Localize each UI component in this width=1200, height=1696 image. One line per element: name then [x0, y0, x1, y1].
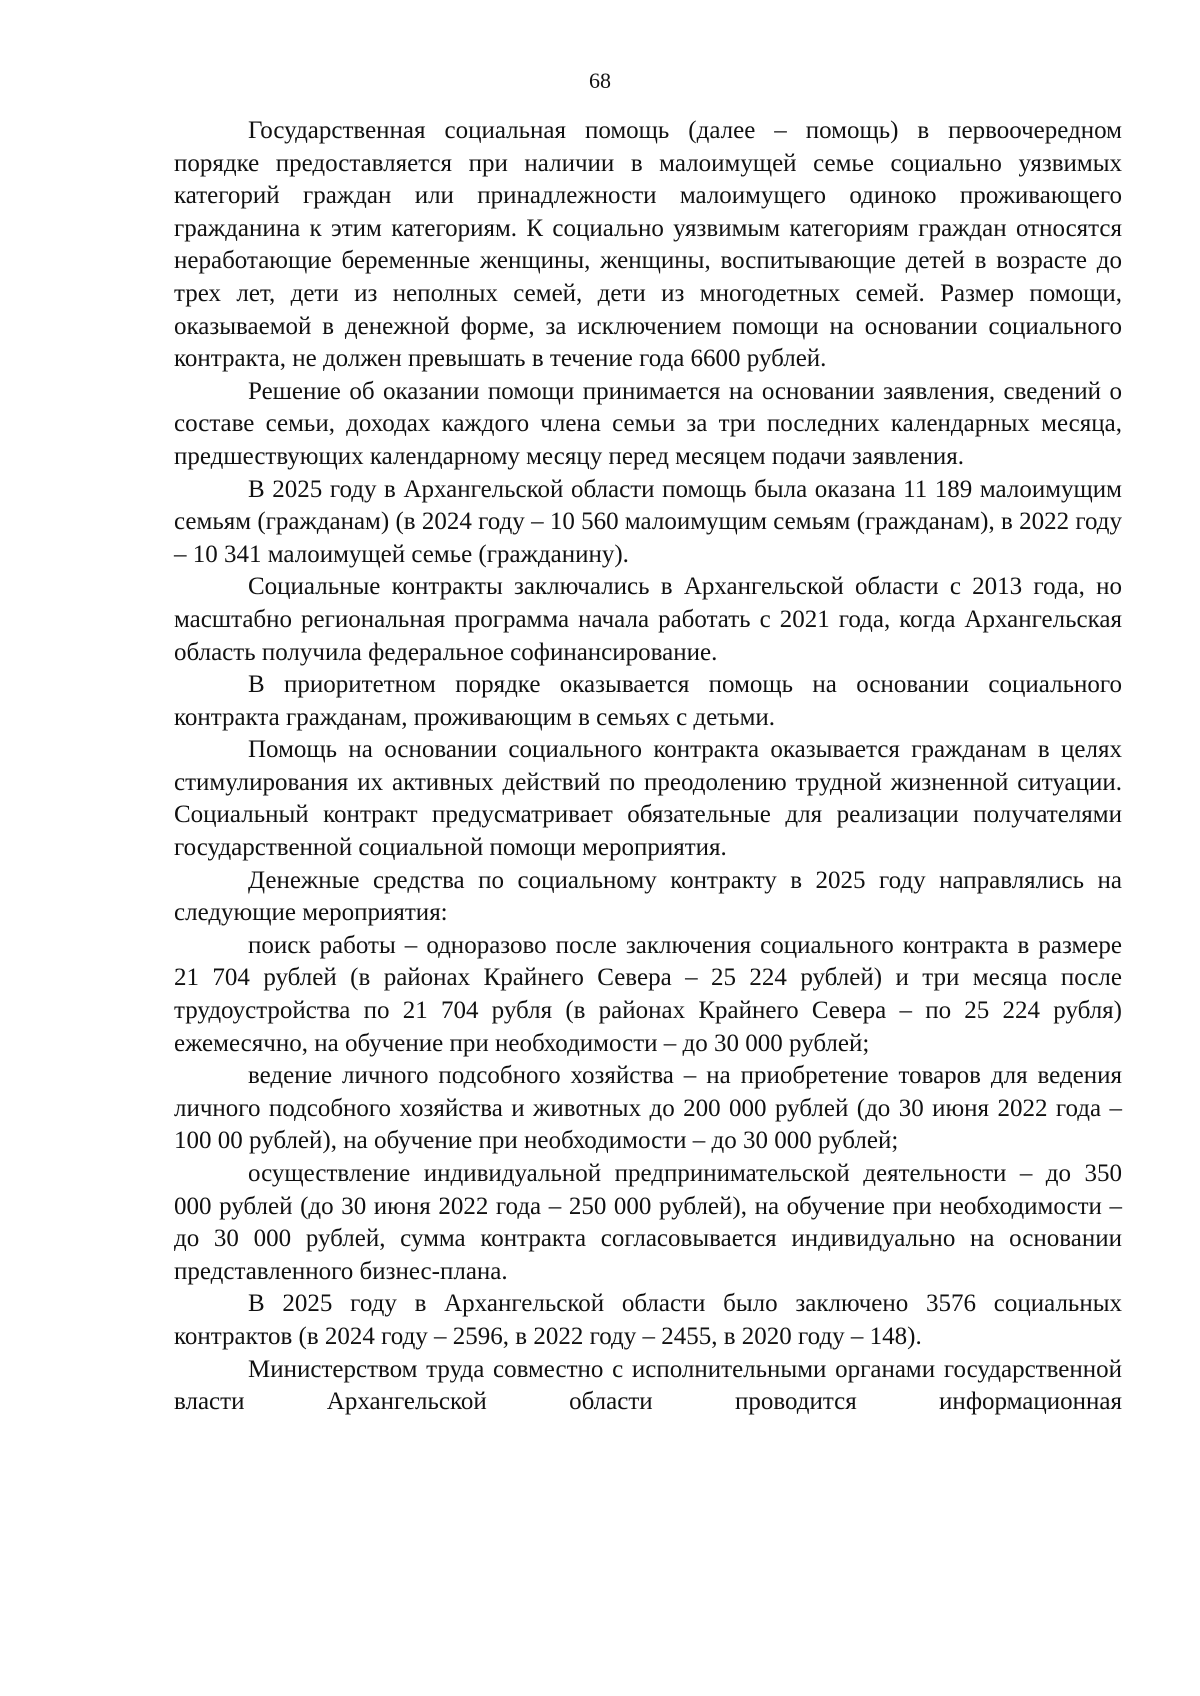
- document-body: [174, 115, 1122, 1419]
- paragraph-social-contract-purpose: Помощь на основании социального контракта оказывается гражданам в целях стимулирования их активных действий по преодолению трудной жизненной ситуации. Социальный контракт предусматривает обязательные для реализации получателями государственной социальной помощи мероприятия.: [174, 736, 1122, 862]
- list-item-entrepreneurship: осуществление индивидуальной предпринимательской деятельности – до 350 000 рублей (до 30 июня 2022 года – 250 000 рублей), на обучение при необходимости – до 30 000 рублей, сумма контракта согласовывается индивидуально на основании представленного бизнес-плана.: [174, 1160, 1122, 1285]
- paragraph-state-social-assistance: Государственная социальная помощь (далее – помощь) в первоочередном порядке предоставляется при наличии в малоимущей семье социально уязвимых категорий граждан или принадлежности малоимущего одиноко проживающего гражданина к этим категориям. К социально уязвимым категориям граждан относятся неработающие беременные женщины, женщины, воспитывающие детей в возрасте до трех лет, дети из неполных семей, дети из многодетных семей. Размер помощи, оказываемой в денежной форме, за исключением помощи на основании социального контракта, не должен превышать в течение года 6600 рублей.: [174, 117, 1122, 373]
- paragraph-social-contracts-history: Социальные контракты заключались в Архангельской области с 2013 года, но масштабно региональная программа начала работать с 2021 года, когда Архангельская область получила федеральное софинансирование.: [174, 573, 1122, 666]
- paragraph-contracts-count: В 2025 году в Архангельской области было заключено 3576 социальных контрактов (в 2024 году – 2596, в 2022 году – 2455, в 2020 году – 148).: [174, 1290, 1122, 1350]
- paragraph-funds-directions: Денежные средства по социальному контракту в 2025 году направлялись на следующие мероприятия:: [174, 866, 1122, 927]
- list-item-household-farming: ведение личного подсобного хозяйства – на приобретение товаров для ведения личного подсобного хозяйства и животных до 200 000 рублей (до 30 июня 2022 года – 100 00 рублей), на обучение при необходимости – до 30 000 рублей;: [174, 1062, 1122, 1155]
- page-number: 68: [589, 68, 611, 93]
- paragraph-assistance-decision: Решение об оказании помощи принимается на основании заявления, сведений о составе семьи, доходах каждого члена семьи за три последних календарных месяца, предшествующих календарному месяцу перед месяцем подачи заявления.: [174, 377, 1122, 470]
- list-item-job-search: поиск работы – одноразово после заключения социального контракта в размере 21 704 рублей (в районах Крайнего Севера – 25 224 рублей) и три месяца после трудоустройства по 21 704 рубля (в районах Крайнего Севера – по 25 224 рубля) ежемесячно, на обучение при необходимости – до 30 000 рублей;: [174, 931, 1122, 1057]
- paragraph-assistance-statistics: В 2025 году в Архангельской области помощь была оказана 11 189 малоимущим семьям (гражданам) (в 2024 году – 10 560 малоимущим семьям (гражданам), в 2022 году – 10 341 малоимущей семье (гражданину).: [174, 475, 1122, 568]
- paragraph-priority-families: В приоритетном порядке оказывается помощь на основании социального контракта гражданам, проживающим в семьях с детьми.: [174, 671, 1122, 731]
- paragraph-information-work: Министерством труда совместно с исполнительными органами государственной власти Архангельской области проводится информационная: [174, 1355, 1122, 1416]
